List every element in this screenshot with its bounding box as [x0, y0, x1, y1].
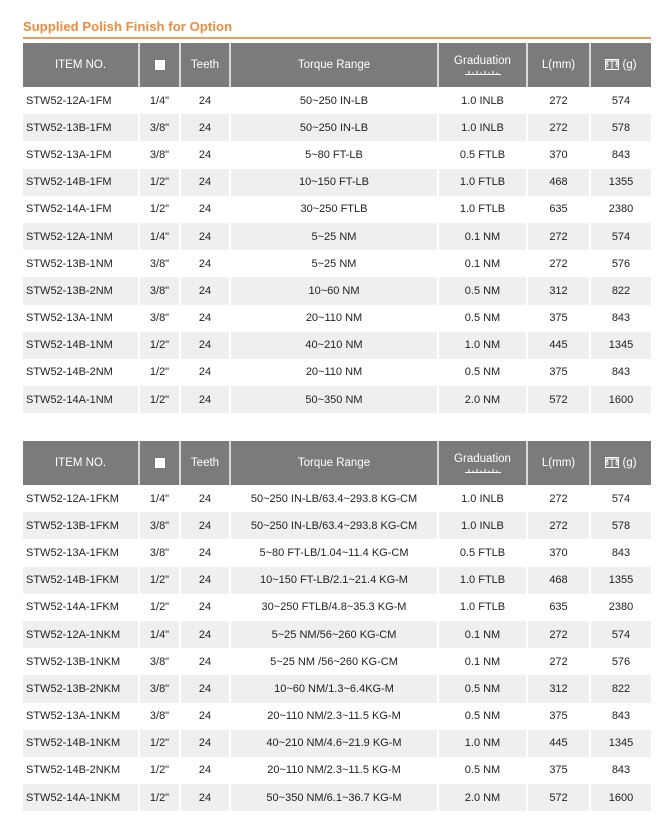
- cell-weight: 843: [590, 539, 651, 566]
- cell-torque-range: 50~250 IN-LB/63.4~293.8 KG-CM: [230, 512, 438, 539]
- cell-length: 445: [527, 730, 590, 757]
- cell-weight: 576: [590, 250, 651, 277]
- cell-drive-size: 1/2": [139, 757, 180, 784]
- cell-drive-size: 1/2": [139, 594, 180, 621]
- cell-graduation: 0.5 NM: [438, 359, 527, 386]
- graduation-label: Graduation: [454, 453, 511, 465]
- cell-weight: 1600: [590, 386, 651, 413]
- cell-drive-size: 3/8": [139, 539, 180, 566]
- table-row: [23, 386, 651, 413]
- cell-torque-range: 5~25 NM: [230, 250, 438, 277]
- cell-drive-size: 3/8": [139, 305, 180, 332]
- cell-drive-size: 3/8": [139, 648, 180, 675]
- cell-drive-size: 1/2": [139, 196, 180, 223]
- table-header-row: [23, 43, 651, 87]
- table-row: [23, 703, 651, 730]
- cell-graduation: 0.5 FTLB: [438, 141, 527, 168]
- cell-drive-size: 1/2": [139, 567, 180, 594]
- cell-length: 635: [527, 594, 590, 621]
- table-row: [23, 250, 651, 277]
- cell-graduation: 0.5 NM: [438, 703, 527, 730]
- header-graduation: [438, 43, 527, 87]
- cell-graduation: 1.0 INLB: [438, 485, 527, 512]
- cell-torque-range: 5~25 NM: [230, 223, 438, 250]
- table-row: [23, 567, 651, 594]
- cell-length: 375: [527, 703, 590, 730]
- cell-torque-range: 10~150 FT-LB/2.1~21.4 KG-M: [230, 567, 438, 594]
- cell-drive-size: 3/8": [139, 141, 180, 168]
- cell-drive-size: 3/8": [139, 114, 180, 141]
- cell-teeth: 24: [180, 594, 230, 621]
- cell-length: 375: [527, 305, 590, 332]
- cell-weight: 578: [590, 512, 651, 539]
- table-row: [23, 675, 651, 702]
- cell-graduation: 1.0 INLB: [438, 512, 527, 539]
- cell-length: 572: [527, 784, 590, 811]
- cell-item-no: STW52-14B-2NKM: [26, 764, 121, 777]
- cell-graduation: 2.0 NM: [438, 784, 527, 811]
- cell-item-no: STW52-14A-1NKM: [23, 784, 139, 811]
- cell-torque-range: 20~110 NM/2.3~11.5 KG-M: [230, 703, 438, 730]
- cell-length: 272: [527, 648, 590, 675]
- cell-length: 272: [527, 250, 590, 277]
- table-row: [23, 485, 651, 512]
- cell-weight: 822: [590, 675, 651, 702]
- cell-graduation: 1.0 FTLB: [438, 594, 527, 621]
- ruler-scale-icon: [465, 467, 501, 473]
- cell-item-no: STW52-13B-2NM: [23, 277, 139, 304]
- cell-torque-range: 50~350 NM/6.1~36.7 KG-M: [230, 784, 438, 811]
- cell-graduation: 0.1 NM: [438, 250, 527, 277]
- cell-item-no: STW52-13A-1FKM: [26, 546, 119, 559]
- cell-torque-range: 5~25 NM /56~260 KG-CM: [230, 648, 438, 675]
- table-row: [23, 594, 651, 621]
- header-item-no: ITEM NO.: [23, 441, 139, 485]
- cell-teeth: 24: [180, 648, 230, 675]
- weight-unit: (g): [622, 59, 637, 71]
- cell-graduation: 0.1 NM: [438, 648, 527, 675]
- cell-torque-range: 10~150 FT-LB: [230, 169, 438, 196]
- cell-torque-range: 20~110 NM: [230, 359, 438, 386]
- cell-teeth: 24: [180, 675, 230, 702]
- cell-teeth: 24: [180, 277, 230, 304]
- table-row: [23, 757, 651, 784]
- cell-item-no: STW52-12A-1NKM: [23, 621, 139, 648]
- cell-torque-range: 50~350 NM: [230, 386, 438, 413]
- cell-length: 272: [527, 485, 590, 512]
- cell-torque-range: 20~110 NM/2.3~11.5 KG-M: [230, 757, 438, 784]
- cell-length: 468: [527, 169, 590, 196]
- cell-length: 272: [527, 114, 590, 141]
- cell-weight: 574: [590, 485, 651, 512]
- cell-graduation: 2.0 NM: [438, 386, 527, 413]
- cell-item-no: STW52-13B-1FKM: [23, 512, 139, 539]
- spec-table-with-kg-conversion: [23, 441, 651, 811]
- cell-item-no: STW52-13B-1NKM: [26, 655, 121, 668]
- cell-item-no: STW52-13B-2NKM: [23, 675, 139, 702]
- cell-drive-size: 1/4": [139, 223, 180, 250]
- cell-teeth: 24: [180, 386, 230, 413]
- cell-torque-range: 5~80 FT-LB/1.04~11.4 KG-CM: [230, 539, 438, 566]
- cell-weight: 2380: [590, 594, 651, 621]
- cell-item-no: STW52-14A-1FM: [26, 203, 112, 216]
- cell-graduation: 0.5 NM: [438, 675, 527, 702]
- cell-teeth: 24: [180, 169, 230, 196]
- cell-weight: 1345: [590, 332, 651, 359]
- table-row: [23, 196, 651, 223]
- section-title: Supplied Polish Finish for Option: [23, 19, 233, 34]
- cell-graduation: 0.5 NM: [438, 305, 527, 332]
- table-row: [23, 332, 651, 359]
- cell-graduation: 1.0 FTLB: [438, 567, 527, 594]
- table-row: [23, 305, 651, 332]
- cell-torque-range: 50~250 IN-LB: [230, 87, 438, 114]
- table-row: [23, 648, 651, 675]
- scale-weight-icon: [605, 59, 619, 70]
- cell-torque-range: 40~210 NM/4.6~21.9 KG-M: [230, 730, 438, 757]
- cell-drive-size: 1/2": [139, 359, 180, 386]
- table-row: [23, 141, 651, 168]
- cell-teeth: 24: [180, 87, 230, 114]
- cell-item-no: STW52-13B-1NM: [26, 257, 113, 270]
- cell-weight: 1355: [590, 169, 651, 196]
- cell-teeth: 24: [180, 196, 230, 223]
- cell-teeth: 24: [180, 223, 230, 250]
- cell-item-no: STW52-14A-1NM: [23, 386, 139, 413]
- cell-teeth: 24: [180, 305, 230, 332]
- cell-item-no: STW52-14A-1FKM: [26, 601, 119, 614]
- cell-length: 468: [527, 567, 590, 594]
- cell-drive-size: 1/2": [139, 332, 180, 359]
- table-row: [23, 223, 651, 250]
- header-torque-range: Torque Range: [230, 441, 438, 485]
- cell-drive-size: 1/2": [139, 386, 180, 413]
- cell-length: 572: [527, 386, 590, 413]
- cell-length: 272: [527, 512, 590, 539]
- cell-teeth: 24: [180, 485, 230, 512]
- cell-weight: 843: [590, 757, 651, 784]
- cell-teeth: 24: [180, 512, 230, 539]
- cell-weight: 574: [590, 621, 651, 648]
- cell-torque-range: 50~250 IN-LB/63.4~293.8 KG-CM: [230, 485, 438, 512]
- header-item-no: ITEM NO.: [23, 43, 139, 87]
- cell-torque-range: 10~60 NM: [230, 277, 438, 304]
- cell-length: 635: [527, 196, 590, 223]
- cell-drive-size: 3/8": [139, 250, 180, 277]
- cell-drive-size: 1/4": [139, 621, 180, 648]
- cell-weight: 843: [590, 359, 651, 386]
- cell-drive-size: 3/8": [139, 512, 180, 539]
- cell-torque-range: 5~25 NM/56~260 KG-CM: [230, 621, 438, 648]
- cell-weight: 822: [590, 277, 651, 304]
- cell-weight: 574: [590, 87, 651, 114]
- cell-weight: 1345: [590, 730, 651, 757]
- cell-item-no: STW52-12A-1FKM: [26, 492, 119, 505]
- table-row: [23, 730, 651, 757]
- square-drive-icon: [155, 458, 165, 468]
- table-row: [23, 87, 651, 114]
- table-row: [23, 277, 651, 304]
- cell-graduation: 0.5 NM: [438, 277, 527, 304]
- cell-length: 370: [527, 141, 590, 168]
- cell-torque-range: 50~250 IN-LB: [230, 114, 438, 141]
- cell-teeth: 24: [180, 621, 230, 648]
- graduation-label: Graduation: [454, 55, 511, 67]
- cell-torque-range: 30~250 FTLB/4.8~35.3 KG-M: [230, 594, 438, 621]
- cell-weight: 574: [590, 223, 651, 250]
- table-row: [23, 621, 651, 648]
- cell-weight: 843: [590, 703, 651, 730]
- cell-length: 375: [527, 757, 590, 784]
- cell-length: 375: [527, 359, 590, 386]
- cell-drive-size: 3/8": [139, 675, 180, 702]
- cell-length: 312: [527, 675, 590, 702]
- cell-graduation: 1.0 NM: [438, 730, 527, 757]
- cell-length: 312: [527, 277, 590, 304]
- header-length: L(mm): [527, 43, 590, 87]
- cell-teeth: 24: [180, 703, 230, 730]
- weight-unit: (g): [622, 457, 637, 469]
- header-teeth: Teeth: [180, 441, 230, 485]
- cell-item-no: STW52-13A-1NM: [26, 312, 113, 325]
- table-row: [23, 169, 651, 196]
- cell-graduation: 1.0 FTLB: [438, 169, 527, 196]
- table-row: [23, 359, 651, 386]
- cell-length: 445: [527, 332, 590, 359]
- cell-length: 370: [527, 539, 590, 566]
- cell-teeth: 24: [180, 567, 230, 594]
- cell-drive-size: 3/8": [139, 703, 180, 730]
- cell-teeth: 24: [180, 141, 230, 168]
- cell-drive-size: 1/2": [139, 730, 180, 757]
- table-row: [23, 784, 651, 811]
- cell-item-no: STW52-13A-1NKM: [26, 710, 121, 723]
- cell-weight: 843: [590, 305, 651, 332]
- cell-drive-size: 1/4": [139, 485, 180, 512]
- cell-weight: 1600: [590, 784, 651, 811]
- spec-table-imperial-metric: [23, 43, 651, 413]
- cell-torque-range: 40~210 NM: [230, 332, 438, 359]
- table-row: [23, 114, 651, 141]
- cell-teeth: 24: [180, 757, 230, 784]
- ruler-scale-icon: [465, 69, 501, 75]
- cell-graduation: 0.5 FTLB: [438, 539, 527, 566]
- cell-drive-size: 3/8": [139, 277, 180, 304]
- table-row: [23, 512, 651, 539]
- header-weight: [590, 441, 651, 485]
- cell-graduation: 1.0 FTLB: [438, 196, 527, 223]
- cell-item-no: STW52-14B-1FM: [23, 169, 139, 196]
- cell-item-no: STW52-14B-1FKM: [23, 567, 139, 594]
- cell-weight: 1355: [590, 567, 651, 594]
- cell-item-no: STW52-14B-1NM: [23, 332, 139, 359]
- title-underline: [23, 37, 651, 39]
- cell-teeth: 24: [180, 359, 230, 386]
- header-length: L(mm): [527, 441, 590, 485]
- cell-item-no: STW52-12A-1NM: [23, 223, 139, 250]
- table-header-row: [23, 441, 651, 485]
- scale-weight-icon: [605, 457, 619, 468]
- header-graduation: [438, 441, 527, 485]
- cell-weight: 843: [590, 141, 651, 168]
- cell-torque-range: 30~250 FTLB: [230, 196, 438, 223]
- cell-graduation: 1.0 INLB: [438, 114, 527, 141]
- square-drive-icon: [155, 60, 165, 70]
- cell-graduation: 0.1 NM: [438, 621, 527, 648]
- cell-length: 272: [527, 87, 590, 114]
- cell-torque-range: 20~110 NM: [230, 305, 438, 332]
- cell-item-no: STW52-13B-1FM: [23, 114, 139, 141]
- cell-item-no: STW52-14B-1NKM: [23, 730, 139, 757]
- cell-weight: 578: [590, 114, 651, 141]
- cell-item-no: STW52-13A-1FM: [26, 148, 112, 161]
- cell-item-no: STW52-12A-1FM: [26, 94, 112, 107]
- header-drive: [139, 441, 180, 485]
- cell-drive-size: 1/2": [139, 169, 180, 196]
- cell-length: 272: [527, 621, 590, 648]
- cell-length: 272: [527, 223, 590, 250]
- cell-torque-range: 5~80 FT-LB: [230, 141, 438, 168]
- header-drive: [139, 43, 180, 87]
- cell-teeth: 24: [180, 539, 230, 566]
- header-teeth: Teeth: [180, 43, 230, 87]
- header-torque-range: Torque Range: [230, 43, 438, 87]
- cell-graduation: 0.5 NM: [438, 757, 527, 784]
- cell-teeth: 24: [180, 332, 230, 359]
- cell-graduation: 1.0 INLB: [438, 87, 527, 114]
- cell-drive-size: 1/2": [139, 784, 180, 811]
- cell-teeth: 24: [180, 730, 230, 757]
- cell-teeth: 24: [180, 114, 230, 141]
- header-weight: [590, 43, 651, 87]
- cell-drive-size: 1/4": [139, 87, 180, 114]
- cell-teeth: 24: [180, 784, 230, 811]
- cell-torque-range: 10~60 NM/1.3~6.4KG-M: [230, 675, 438, 702]
- cell-graduation: 0.1 NM: [438, 223, 527, 250]
- cell-teeth: 24: [180, 250, 230, 277]
- cell-weight: 576: [590, 648, 651, 675]
- cell-weight: 2380: [590, 196, 651, 223]
- cell-item-no: STW52-14B-2NM: [26, 366, 113, 379]
- cell-graduation: 1.0 NM: [438, 332, 527, 359]
- table-row: [23, 539, 651, 566]
